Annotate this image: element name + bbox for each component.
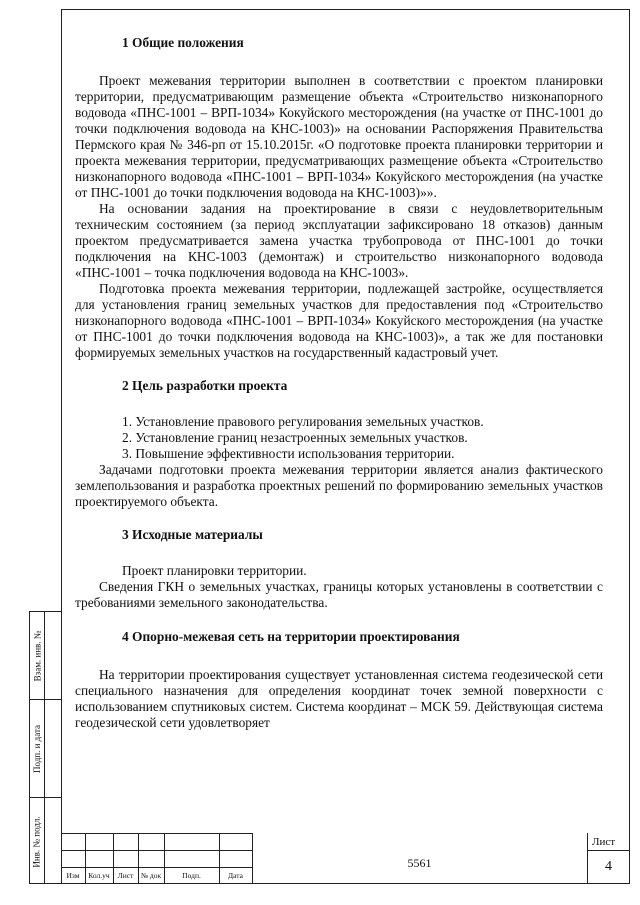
stamp-col-date: Дата <box>228 871 243 880</box>
stamp-col-sign: Подп. <box>182 871 201 880</box>
goal-item: 1. Установление правового регулирования земельных участков. <box>122 414 484 429</box>
document-code: 5561 <box>407 856 432 870</box>
section-2-heading: 2 Цель разработки проекта <box>122 378 288 393</box>
podp-data-label: Подп. и дата <box>32 724 42 774</box>
section-1-heading: 1 Общие положения <box>122 35 244 50</box>
section-3-paragraph: Проект планировки территории. <box>122 563 307 578</box>
title-block <box>61 833 630 884</box>
stamp-col-izm: Изм <box>66 871 80 880</box>
goal-item: 2. Установление границ незастроенных земельных участков. <box>122 430 468 445</box>
binding-strip <box>29 611 61 884</box>
section-3-paragraph: Сведения ГКН о земельных участках, границы которых установлены в соответствии с требованиями земельного законодательства. <box>75 579 603 610</box>
section-1-paragraph: Проект межевания территории выполнен в соответствии с проектом планировки территории, предусматривающим размещение объекта «Строительство низконапорного водовода «ПНС-1001 – ВРП-1034» Кокуйского месторождения (на участке от ПНС-1001 до точки подключения водовода на КНС-1003)» на основании Распоряжения Правительства Пермского края № 346-рп от 15.10.2015г. «О подготовке проекта планировки территории и проекта межевания территории, предусматривающих размещение объекта «Строительство низконапорного водовода «ПНС-1001 – ВРП-1034» Кокуйского месторождения (на участке от ПНС-1001 до точки подключения водовода на КНС-1003)»». <box>75 73 603 200</box>
sheet-label: Лист <box>592 836 616 848</box>
sheet-number: 4 <box>605 859 612 874</box>
stamp-col-doc: № док <box>140 871 162 880</box>
section-2-paragraph: Задачами подготовки проекта межевания территории является анализ фактического землепользования и разработка проектных решений по формированию земельных участков проектируемого объекта. <box>75 462 603 509</box>
stamp-col-list: Лист <box>117 871 134 880</box>
goal-item: 3. Повышение эффективности использования территории. <box>122 446 455 461</box>
section-4-paragraph: На территории проектирования существует установленная система геодезической сети специального назначения для определения координат точек земной поверхности с использованием спутниковых систем. Система координат – МСК 59. Действующая система геодезической сети удовлетворяет <box>75 667 603 730</box>
stamp-col-kolvo: Кол.уч <box>88 871 110 880</box>
inv-vzam-label: Взам. инв. № <box>32 630 42 682</box>
section-3-heading: 3 Исходные материалы <box>122 527 263 542</box>
section-1-paragraph: Подготовка проекта межевания территории, подлежащей застройке, осуществляется для установления границ земельных участков для предоставления под «Строительство низконапорного водовода «ПНС-1001 – ВРП-1034» Кокуйского месторождения (на участке от ПНС-1001 до точки подключения водовода на КНС-1003)», а так же для постановки формируемых земельных участков на государственный кадастровый учет. <box>75 281 603 360</box>
section-4-heading: 4 Опорно-межевая сеть на территории проектирования <box>122 629 460 644</box>
inv-podl-label: Инв. № подл. <box>32 815 42 868</box>
section-1-paragraph: На основании задания на проектирование в связи с неудовлетворительным техническим состоянием (за период эксплуатации зафиксировано 18 отказов) данным проектом предусматривается замена участка трубопровода от ПНС-1001 до точки подключения на КНС-1003 (демонтаж) и строительство низконапорного водовода «ПНС-1001 – точка подключения водовода на КНС-1003». <box>75 201 603 280</box>
document-body <box>75 35 603 731</box>
